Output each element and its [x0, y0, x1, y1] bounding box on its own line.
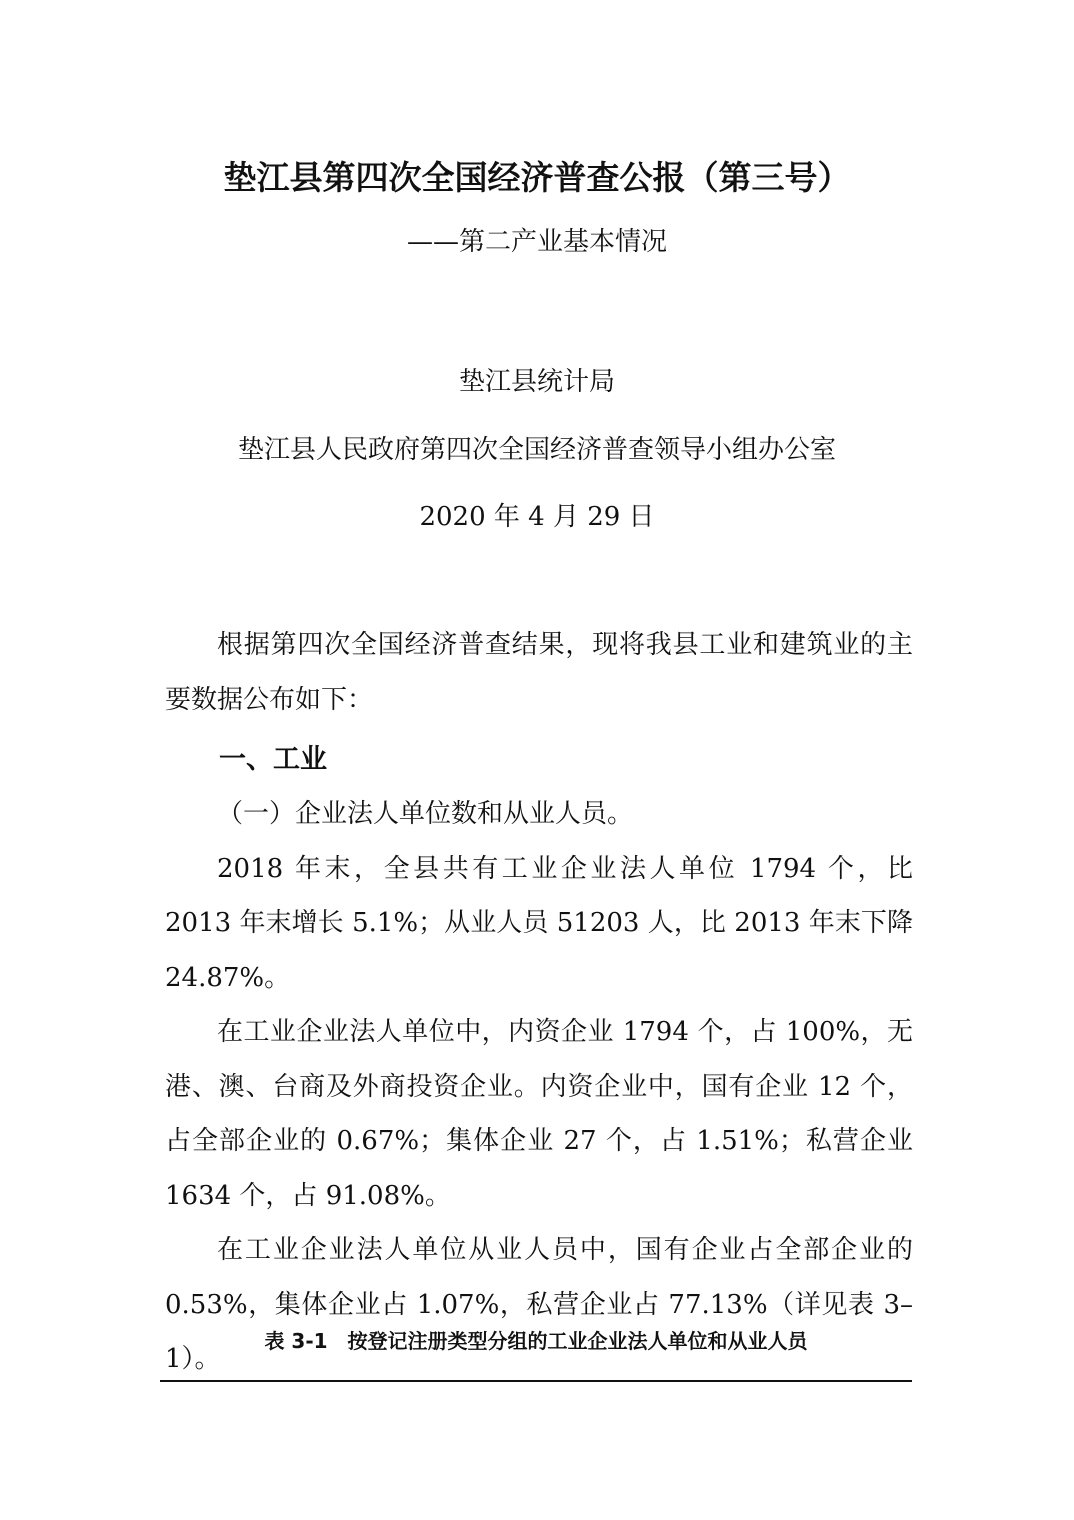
table-caption: 表 3-1 按登记注册类型分组的工业企业法人单位和从业人员 — [264, 1329, 808, 1353]
publish-date: 2020 年 4 月 29 日 — [419, 502, 655, 532]
document-title: 垫江县第四次全国经济普查公报（第三号） — [223, 158, 851, 197]
intro-paragraph: 根据第四次全国经济普查结果，现将我县工业和建筑业的主要数据公布如下： — [165, 630, 913, 715]
issuer-statistics-bureau: 垫江县统计局 — [458, 367, 615, 397]
document-subtitle: ——第二产业基本情况 — [406, 227, 667, 257]
paragraph-domestic-enterprises: 在工业企业法人单位中，内资企业 1794 个，占 100%，无港、澳、台商及外商投资企业。内资企业中，国有企业 12 个，占全部企业的 0.67%；集体企业 27 个，占 1.51%；私营企业 1634 个，占 91.08%。 — [165, 1017, 913, 1211]
issuer-census-office: 垫江县人民政府第四次全国经济普查领导小组办公室 — [237, 435, 836, 465]
paragraph-enterprise-count: 2018 年末，全县共有工业企业法人单位 1794 个，比 2013 年末增长 5.1%；从业人员 51203 人，比 2013 年末下降 24.87%。 — [165, 853, 913, 993]
paragraph-employee-share: 在工业企业法人单位从业人员中，国有企业占全部企业的 0.53%，集体企业占 1.07%，私营企业占 77.13%（详见表 3–1）。 — [165, 1235, 913, 1374]
document-body — [165, 618, 913, 1387]
section-heading-industry: 一、工业 — [219, 744, 327, 775]
subsection-heading-enterprises: （一）企业法人单位数和从业人员。 — [217, 799, 634, 829]
table-top-rule — [160, 1380, 912, 1382]
